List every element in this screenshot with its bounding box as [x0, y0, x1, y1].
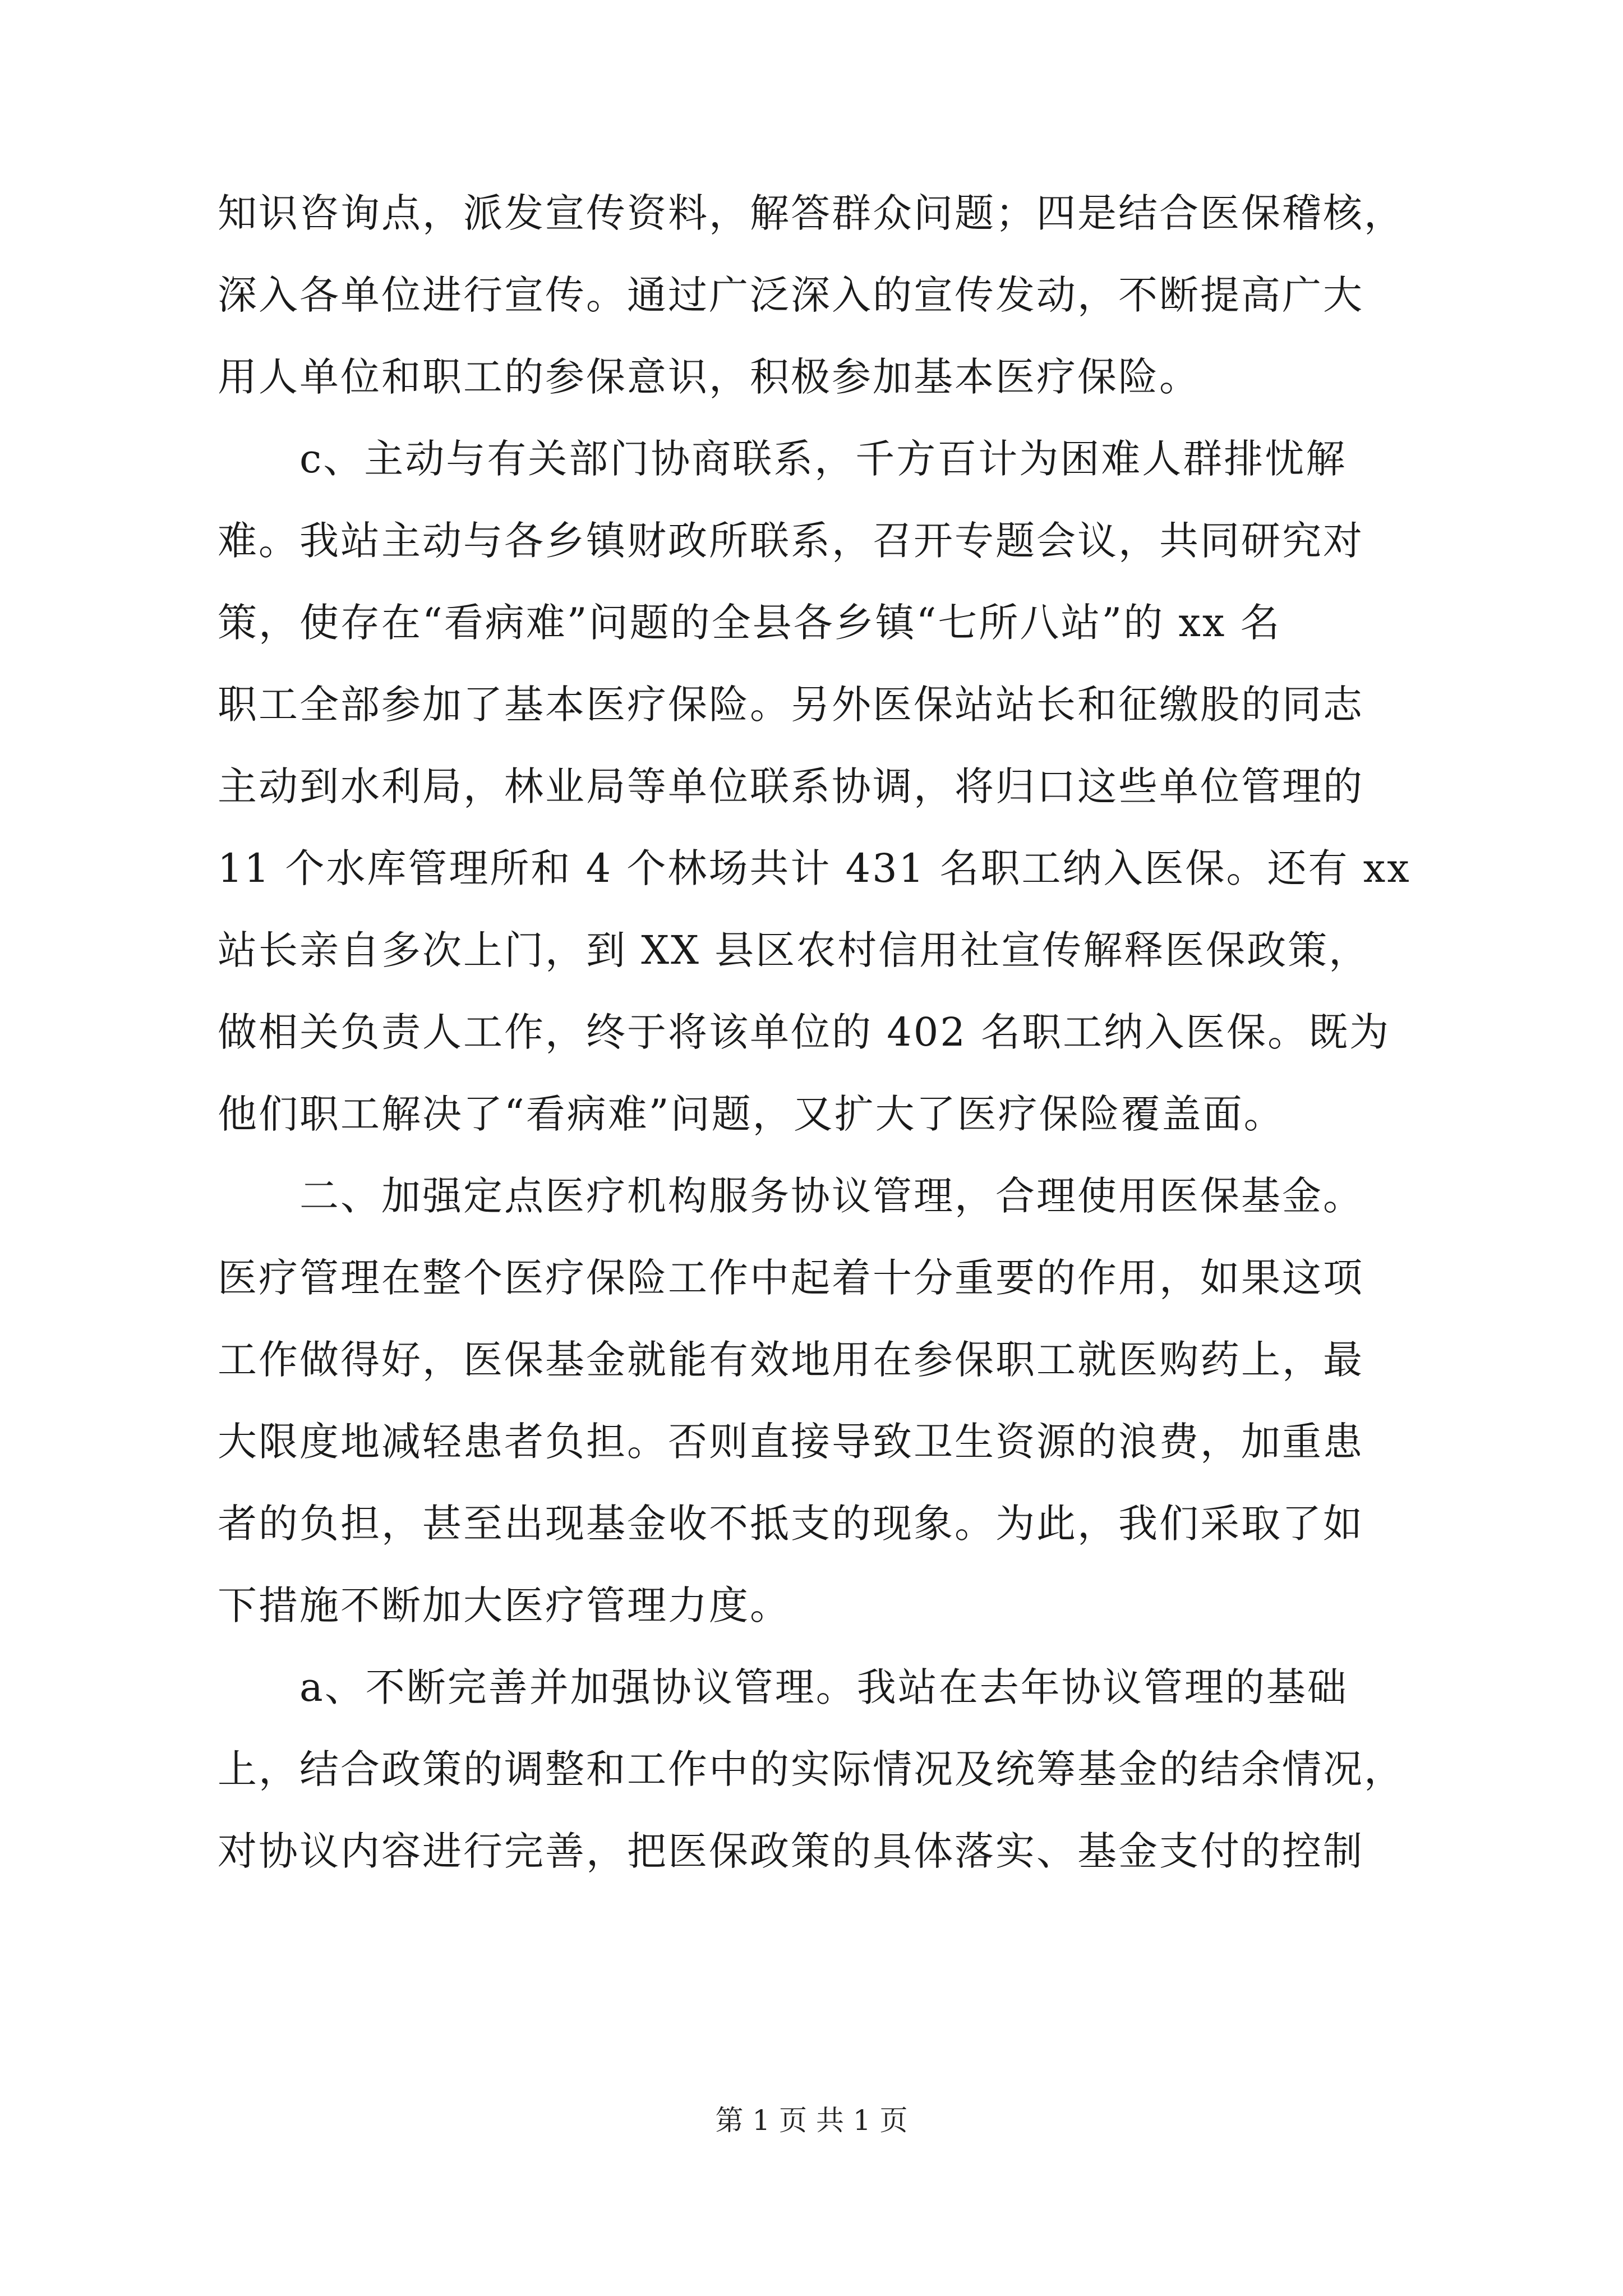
- text-line: 大限度地减轻患者负担。否则直接导致卫生资源的浪费，加重患: [218, 1419, 1364, 1465]
- page-number-footer: 第 1 页 共 1 页: [715, 2104, 908, 2137]
- text-line: 者的负担，甚至出现基金收不抵支的现象。为此，我们采取了如: [218, 1501, 1364, 1547]
- text-line: 策，使存在“看病难”问题的全县各乡镇“七所八站”的 xx 名: [218, 600, 1281, 646]
- text-line: 做相关负责人工作，终于将该单位的 402 名职工纳入医保。既为: [218, 1009, 1391, 1055]
- text-line: 工作做得好，医保基金就能有效地用在参保职工就医购药上，最: [218, 1337, 1364, 1383]
- document-body: [218, 185, 1429, 1905]
- text-line: a、不断完善并加强协议管理。我站在去年协议管理的基础: [218, 1664, 1348, 1710]
- text-line: 知识咨询点，派发宣传资料，解答群众问题；四是结合医保稽核，: [218, 190, 1405, 236]
- text-line: 难。我站主动与各乡镇财政所联系，召开专题会议，共同研究对: [218, 518, 1364, 564]
- text-line: 深入各单位进行宣传。通过广泛深入的宣传发动，不断提高广大: [218, 272, 1364, 318]
- text-line: 主动到水利局，林业局等单位联系协调，将归口这些单位管理的: [218, 763, 1364, 809]
- text-line: 上，结合政策的调整和工作中的实际情况及统筹基金的结余情况，: [218, 1746, 1405, 1792]
- text-line: 二、加强定点医疗机构服务协议管理，合理使用医保基金。: [218, 1173, 1364, 1219]
- text-line: c、主动与有关部门协商联系，千方百计为困难人群排忧解: [218, 436, 1347, 482]
- text-line: 职工全部参加了基本医疗保险。另外医保站站长和征缴股的同志: [218, 682, 1364, 728]
- text-line: 下措施不断加大医疗管理力度。: [218, 1582, 791, 1628]
- text-line: 11 个水库管理所和 4 个林场共计 431 名职工纳入医保。还有 xx: [218, 845, 1411, 891]
- text-line: 他们职工解决了“看病难”问题，又扩大了医疗保险覆盖面。: [218, 1091, 1285, 1137]
- text-line: 对协议内容进行完善，把医保政策的具体落实、基金支付的控制: [218, 1828, 1364, 1874]
- text-line: 站长亲自多次上门，到 XX 县区农村信用社宣传解释医保政策，: [218, 927, 1370, 973]
- text-line: 医疗管理在整个医疗保险工作中起着十分重要的作用，如果这项: [218, 1255, 1364, 1301]
- text-line: 用人单位和职工的参保意识，积极参加基本医疗保险。: [218, 354, 1200, 400]
